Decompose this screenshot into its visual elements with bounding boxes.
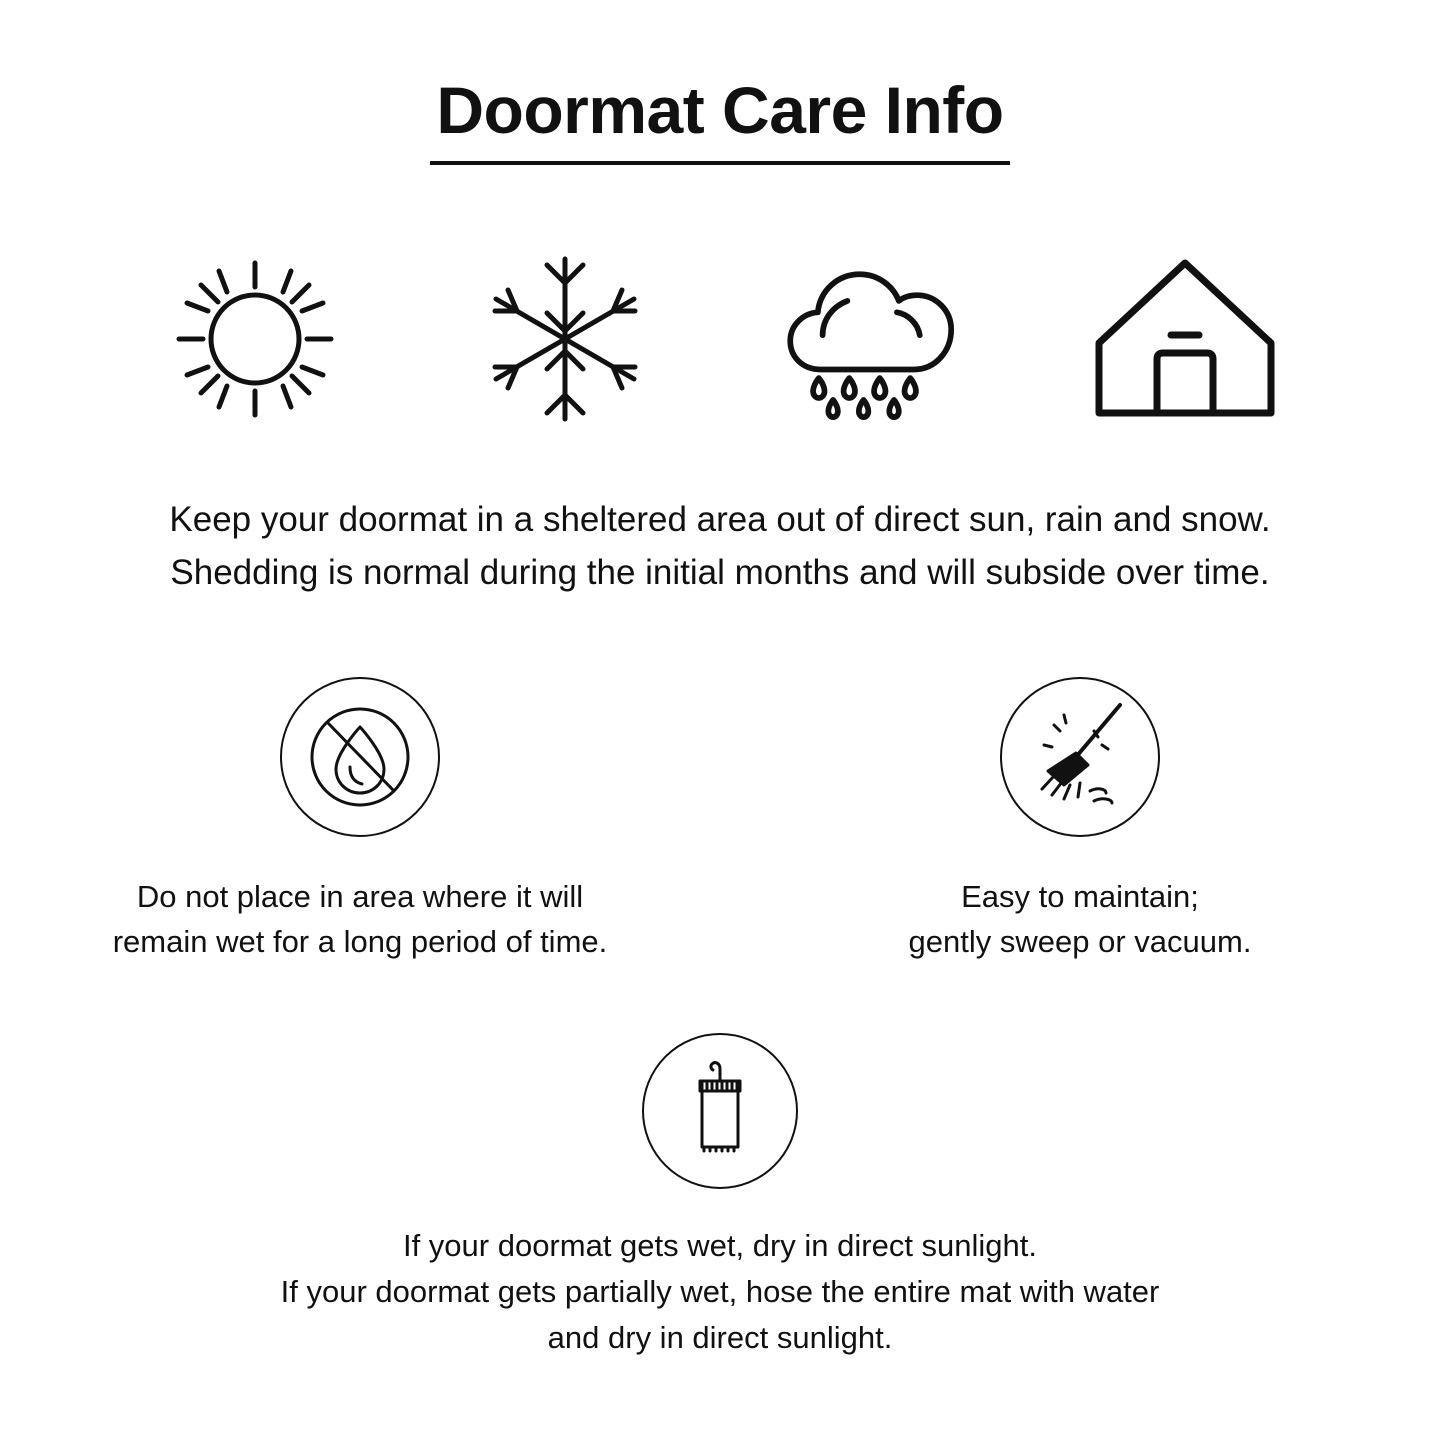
weather-icon-row bbox=[0, 239, 1440, 439]
house-icon bbox=[1085, 239, 1285, 439]
page-title: Doormat Care Info bbox=[430, 74, 1009, 165]
caption-line-2: remain wet for a long period of time. bbox=[112, 923, 608, 959]
care-tips-row bbox=[0, 677, 1440, 965]
care-tip-no-water bbox=[0, 677, 720, 965]
no-water-icon bbox=[280, 677, 440, 837]
rain-cloud-icon bbox=[775, 239, 975, 439]
care-tip-sweep-caption bbox=[909, 875, 1252, 965]
care-tip-hang-dry bbox=[0, 1033, 1440, 1361]
hang-dry-icon bbox=[642, 1033, 798, 1189]
intro-line-2: Shedding is normal during the initial months and will subside over time. bbox=[170, 552, 1270, 592]
title-section bbox=[0, 0, 1440, 165]
care-tip-no-water-caption bbox=[113, 875, 608, 965]
caption-line-1: Do not place in area where it will bbox=[136, 878, 584, 914]
broom-sweep-icon bbox=[1000, 677, 1160, 837]
sun-icon bbox=[155, 239, 355, 439]
intro-line-1: Keep your doormat in a sheltered area out of direct sun, rain and snow. bbox=[169, 499, 1271, 539]
intro-paragraph bbox=[0, 493, 1440, 599]
snowflake-icon bbox=[465, 239, 665, 439]
caption-line-3: and dry in direct sunlight. bbox=[547, 1319, 893, 1355]
care-tip-sweep bbox=[720, 677, 1440, 965]
caption-line-2: gently sweep or vacuum. bbox=[908, 923, 1252, 959]
caption-line-1: If your doormat gets wet, dry in direct sunlight. bbox=[402, 1227, 1038, 1263]
caption-line-1: Easy to maintain; bbox=[961, 878, 1199, 914]
caption-line-2: If your doormat gets partially wet, hose the entire mat with water bbox=[280, 1273, 1160, 1309]
care-tip-hang-dry-caption bbox=[281, 1223, 1160, 1361]
